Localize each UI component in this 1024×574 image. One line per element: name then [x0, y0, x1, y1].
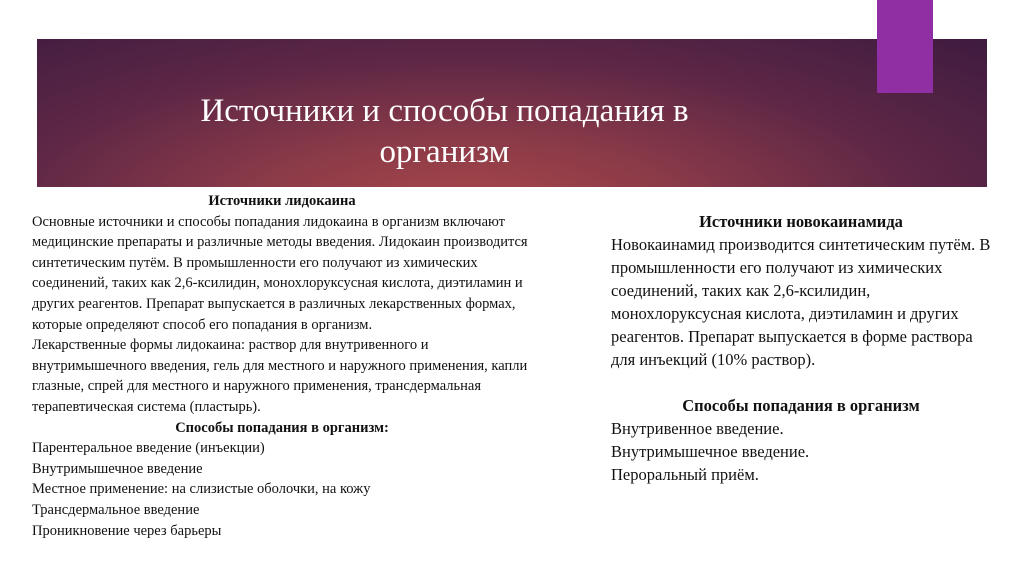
lidocaine-intro-paragraph: Основные источники и способы попадания лидокаина в организм включают медицинские препараты и различные методы введения. Лидокаин производится синтетическим путём. В промышленности его получают из химических соединений, таких как 2,6-ксилидин, монохлоруксусная кислота, диэтиламин и других реагентов. Препарат выпускается в различных лекарственных формах, которые определяют способ его попадания в организм.: [32, 213, 528, 333]
slide-title: Источники и способы попадания в организм: [200, 93, 689, 170]
section-spacer: [611, 371, 991, 394]
lidocaine-sources-heading: Источники лидокаина: [208, 193, 356, 209]
lidocaine-routes-heading: Способы попадания в организм:: [175, 419, 389, 436]
novocainamide-paragraph: Новокаинамид производится синтетическим путём. В промышленности его получают из химических соединений, таких как 2,6-ксилидин, монохлоруксусная кислота, диэтиламин и других реагентов. Препарат выпускается в форме раствора для инъекций (10% раствор).: [611, 235, 991, 369]
lidocaine-route-item: Местное применение: на слизистые оболочки, на кожу: [32, 481, 371, 498]
title-banner: [37, 39, 987, 187]
lidocaine-route-item: Внутримышечное введение: [32, 460, 203, 477]
novocainamide-sources-heading: Источники новокаинамида: [699, 212, 903, 231]
lidocaine-column: [32, 191, 532, 541]
novocainamide-routes-heading: Способы попадания в организм: [682, 396, 920, 415]
accent-bar: [877, 0, 933, 93]
novocainamide-route-item: Внутривенное введение.: [611, 419, 784, 438]
lidocaine-forms-paragraph: Лекарственные формы лидокаина: раствор для внутривенного и внутримышечного введения, гель для местного и наружного применения, капли глазные, спрей для местного и наружного применения, трансдермальная терапевтическая система (пластырь).: [32, 337, 528, 415]
lidocaine-route-item: Парентеральное введение (инъекции): [32, 440, 265, 457]
novocainamide-column: [611, 210, 991, 486]
lidocaine-route-item: Трансдермальное введение: [32, 501, 200, 518]
novocainamide-route-item: Внутримышечное введение.: [611, 442, 810, 461]
lidocaine-route-item: Проникновение через барьеры: [32, 522, 222, 539]
novocainamide-route-item: Пероральный приём.: [611, 465, 759, 484]
